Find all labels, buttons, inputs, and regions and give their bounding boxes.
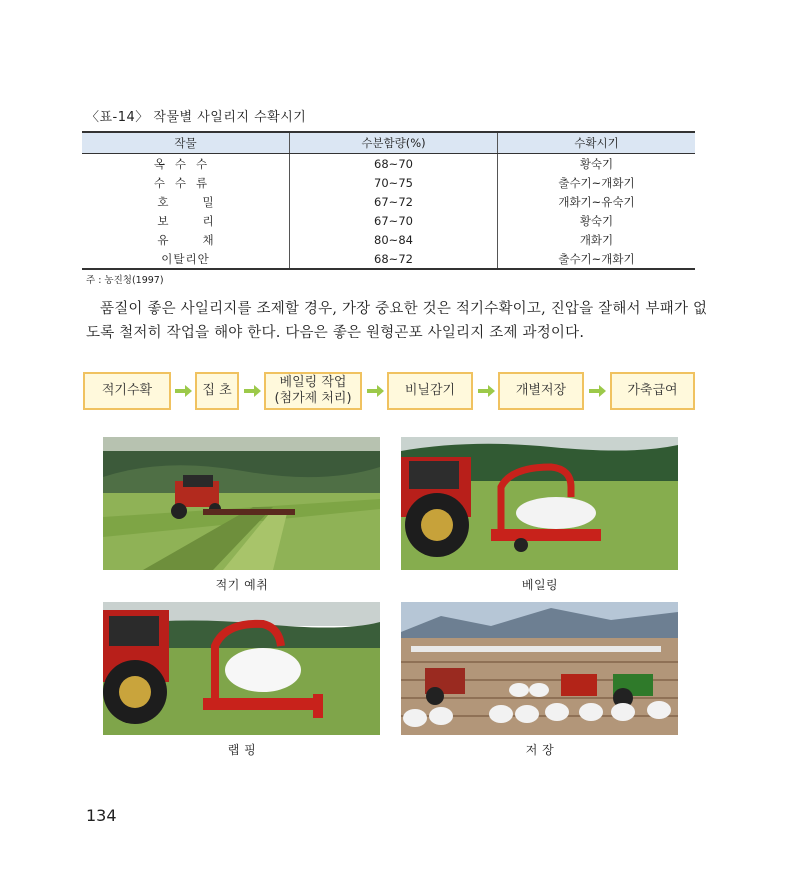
table-row — [82, 249, 695, 269]
photo-mowing — [103, 437, 380, 570]
photo-caption: 랩 핑 — [227, 743, 257, 757]
cell-harvest: 개화기~유숙기 — [498, 192, 696, 211]
cell-crop: 이탈리안 — [82, 249, 290, 269]
flow-step-wrapping — [387, 372, 473, 410]
cell-moisture: 70~75 — [290, 173, 498, 192]
photo-baling — [401, 437, 678, 570]
flow-step-sublabel: (첨가제 처리) — [274, 391, 352, 406]
paragraph-text: 품질이 좋은 사일리지를 조제할 경우, 가장 중요한 것은 적기수확이고, 진압을 잘해서 부패가 없도록 철저히 작업을 해야 한다. 다음은 좋은 원형곤포 사일리지 조제 과정이다. — [86, 301, 708, 341]
cell-moisture: 67~70 — [290, 211, 498, 230]
arrow-right-icon — [476, 381, 496, 401]
cell-harvest: 황숙기 — [498, 154, 696, 174]
arrow-right-icon — [173, 381, 193, 401]
cell-harvest: 출수기~개화기 — [498, 249, 696, 269]
cell-moisture: 67~72 — [290, 192, 498, 211]
cell-harvest: 황숙기 — [498, 211, 696, 230]
cell-crop: 수수류 — [153, 175, 218, 190]
photo-storage — [401, 602, 678, 735]
table-row — [82, 173, 695, 192]
flow-step-gathering — [195, 372, 239, 410]
cell-moisture: 80~84 — [290, 230, 498, 249]
photo-caption: 베일링 — [521, 578, 559, 592]
photo-caption: 적기 예취 — [215, 578, 269, 592]
flow-step-label: 가축급여 — [627, 383, 678, 398]
cell-moisture: 68~70 — [290, 154, 498, 174]
table-row — [82, 192, 695, 211]
arrow-right-icon — [242, 381, 262, 401]
flow-step-baling — [264, 372, 362, 410]
photo-caption: 저 장 — [525, 743, 555, 757]
flow-step-label: 적기수확 — [101, 383, 153, 398]
table-row — [82, 154, 695, 174]
flow-step-label: 비닐감기 — [404, 383, 456, 398]
flow-step-label: 개별저장 — [515, 383, 567, 398]
crop-harvest-table — [82, 131, 695, 270]
cell-crop: 옥수수 — [153, 156, 218, 171]
cell-harvest: 개화기 — [498, 230, 696, 249]
cell-harvest: 출수기~개화기 — [498, 173, 696, 192]
header-harvest-time: 수확시기 — [498, 132, 696, 154]
arrow-right-icon — [365, 381, 385, 401]
table-source-note: 주 : 농진청(1997) — [86, 275, 164, 286]
table-row — [82, 211, 695, 230]
flow-step-label: 베일링 작업 — [279, 375, 347, 390]
cell-crop: 유채 — [157, 232, 248, 247]
body-paragraph — [86, 297, 716, 345]
header-crop: 작물 — [82, 132, 290, 154]
table-title: 〈표-14〉 작물별 사일리지 수확시기 — [86, 110, 307, 125]
table-header-row — [82, 132, 695, 154]
header-moisture: 수분함량(%) — [290, 132, 498, 154]
cell-crop: 보리 — [157, 213, 248, 228]
page-number: 134 — [86, 806, 117, 825]
flow-step-label: 집 초 — [202, 383, 232, 398]
photo-wrapping — [103, 602, 380, 735]
cell-crop: 호밀 — [157, 194, 248, 209]
flow-step-harvest — [83, 372, 171, 410]
table-row — [82, 230, 695, 249]
cell-moisture: 68~72 — [290, 249, 498, 269]
flow-step-feeding — [610, 372, 695, 410]
arrow-right-icon — [587, 381, 607, 401]
flow-step-storage — [498, 372, 584, 410]
